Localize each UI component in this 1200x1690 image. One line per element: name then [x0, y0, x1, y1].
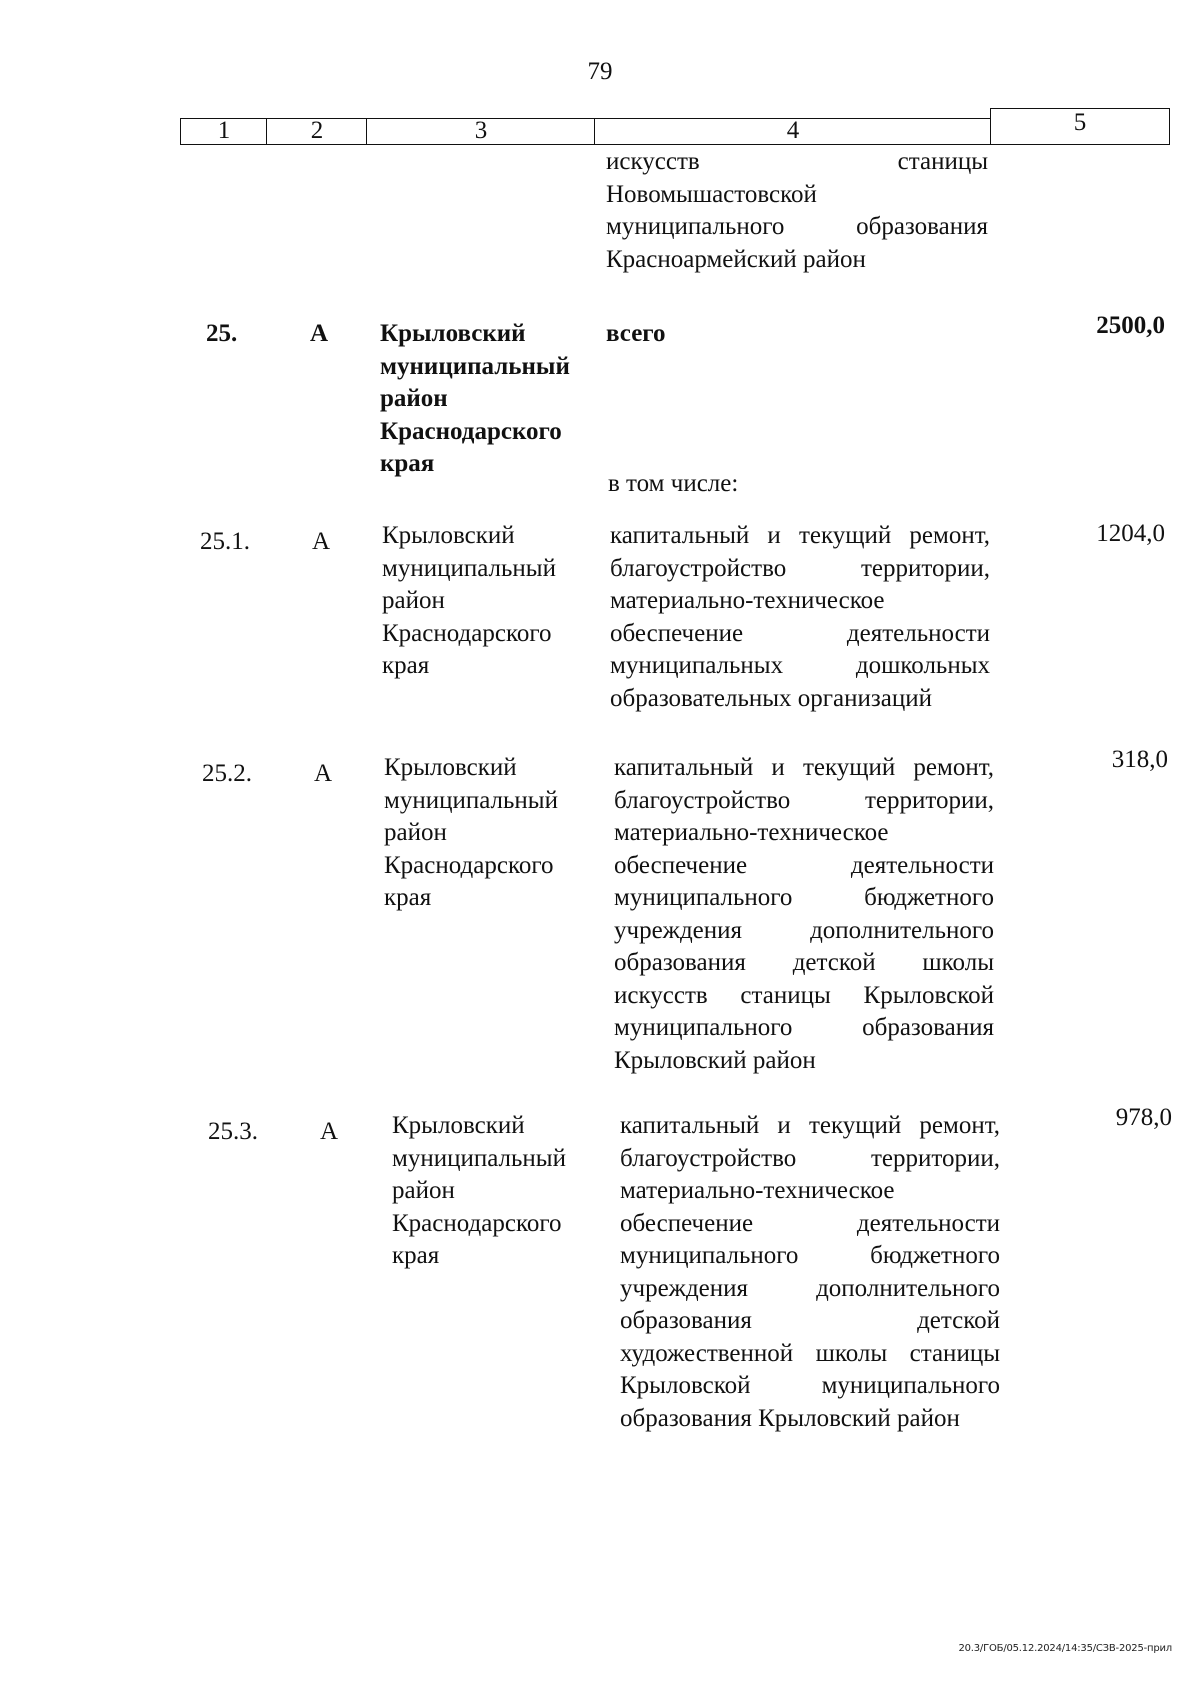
row-25-2-name: Крыловский муниципальный район Краснодарского края [384, 754, 558, 911]
row-25-3-name: Крыловский муниципальный район Краснодарского края [392, 1112, 566, 1269]
row-25-1-number: 25.1. [200, 528, 250, 555]
header-col-1: 1 [180, 118, 267, 144]
row-25-3-amount: 978,0 [1115, 1104, 1172, 1131]
row-25-number: 25. [206, 320, 238, 347]
row-25-2-amount: 318,0 [1111, 746, 1168, 773]
including-label: в том числе: [608, 470, 739, 497]
continuation-text: искусств станицы Новомышастовской муниципального образования Красноармейский район [606, 148, 988, 273]
row-25-1-amount: 1204,0 [1096, 520, 1165, 547]
row-25-1-name: Крыловский муниципальный район Краснодарского края [382, 522, 556, 679]
row-25-3-number: 25.3. [208, 1118, 258, 1145]
footer-stamp: 20.3/ГОБ/05.12.2024/14:35/СЗВ-2025-прил [958, 1643, 1172, 1654]
header-col-5: 5 [990, 108, 1170, 144]
row-25-amount: 2500,0 [1096, 312, 1165, 339]
header-col-3: 3 [366, 118, 595, 144]
header-col-2: 2 [266, 118, 367, 144]
row-25-2-number: 25.2. [202, 760, 252, 787]
row-25-1-category: А [312, 528, 331, 555]
header-col-4: 4 [594, 118, 991, 144]
row-25-1-purpose: капитальный и текущий ремонт, благоустройство территории, материально-техническое обеспечение деятельности муниципальных дошкольных образовательных организаций [610, 522, 990, 712]
page-number: 79 [587, 58, 613, 85]
column-header-row [180, 106, 1170, 146]
row-25-3-purpose: капитальный и текущий ремонт, благоустройство территории, материально-техническое обеспечение деятельности муниципального бюджетного учреждения дополнительного образования детской художественной школы станицы Крыловской муниципального образования Крыловский район [620, 1112, 1000, 1432]
row-25-2-category: А [314, 760, 333, 787]
row-25-2-purpose: капитальный и текущий ремонт, благоустройство территории, материально-техническое обеспечение деятельности муниципального бюджетного учреждения дополнительного образования детской школы искусств станицы Крыловской муниципального образования Крыловский район [614, 754, 994, 1074]
row-25-name: Крыловский муниципальный район Краснодарского края [380, 320, 570, 477]
row-25-3-category: А [320, 1118, 339, 1145]
header-bottom-border [180, 144, 1170, 145]
row-25-purpose: всего [606, 320, 666, 347]
row-25-category: А [310, 320, 329, 347]
